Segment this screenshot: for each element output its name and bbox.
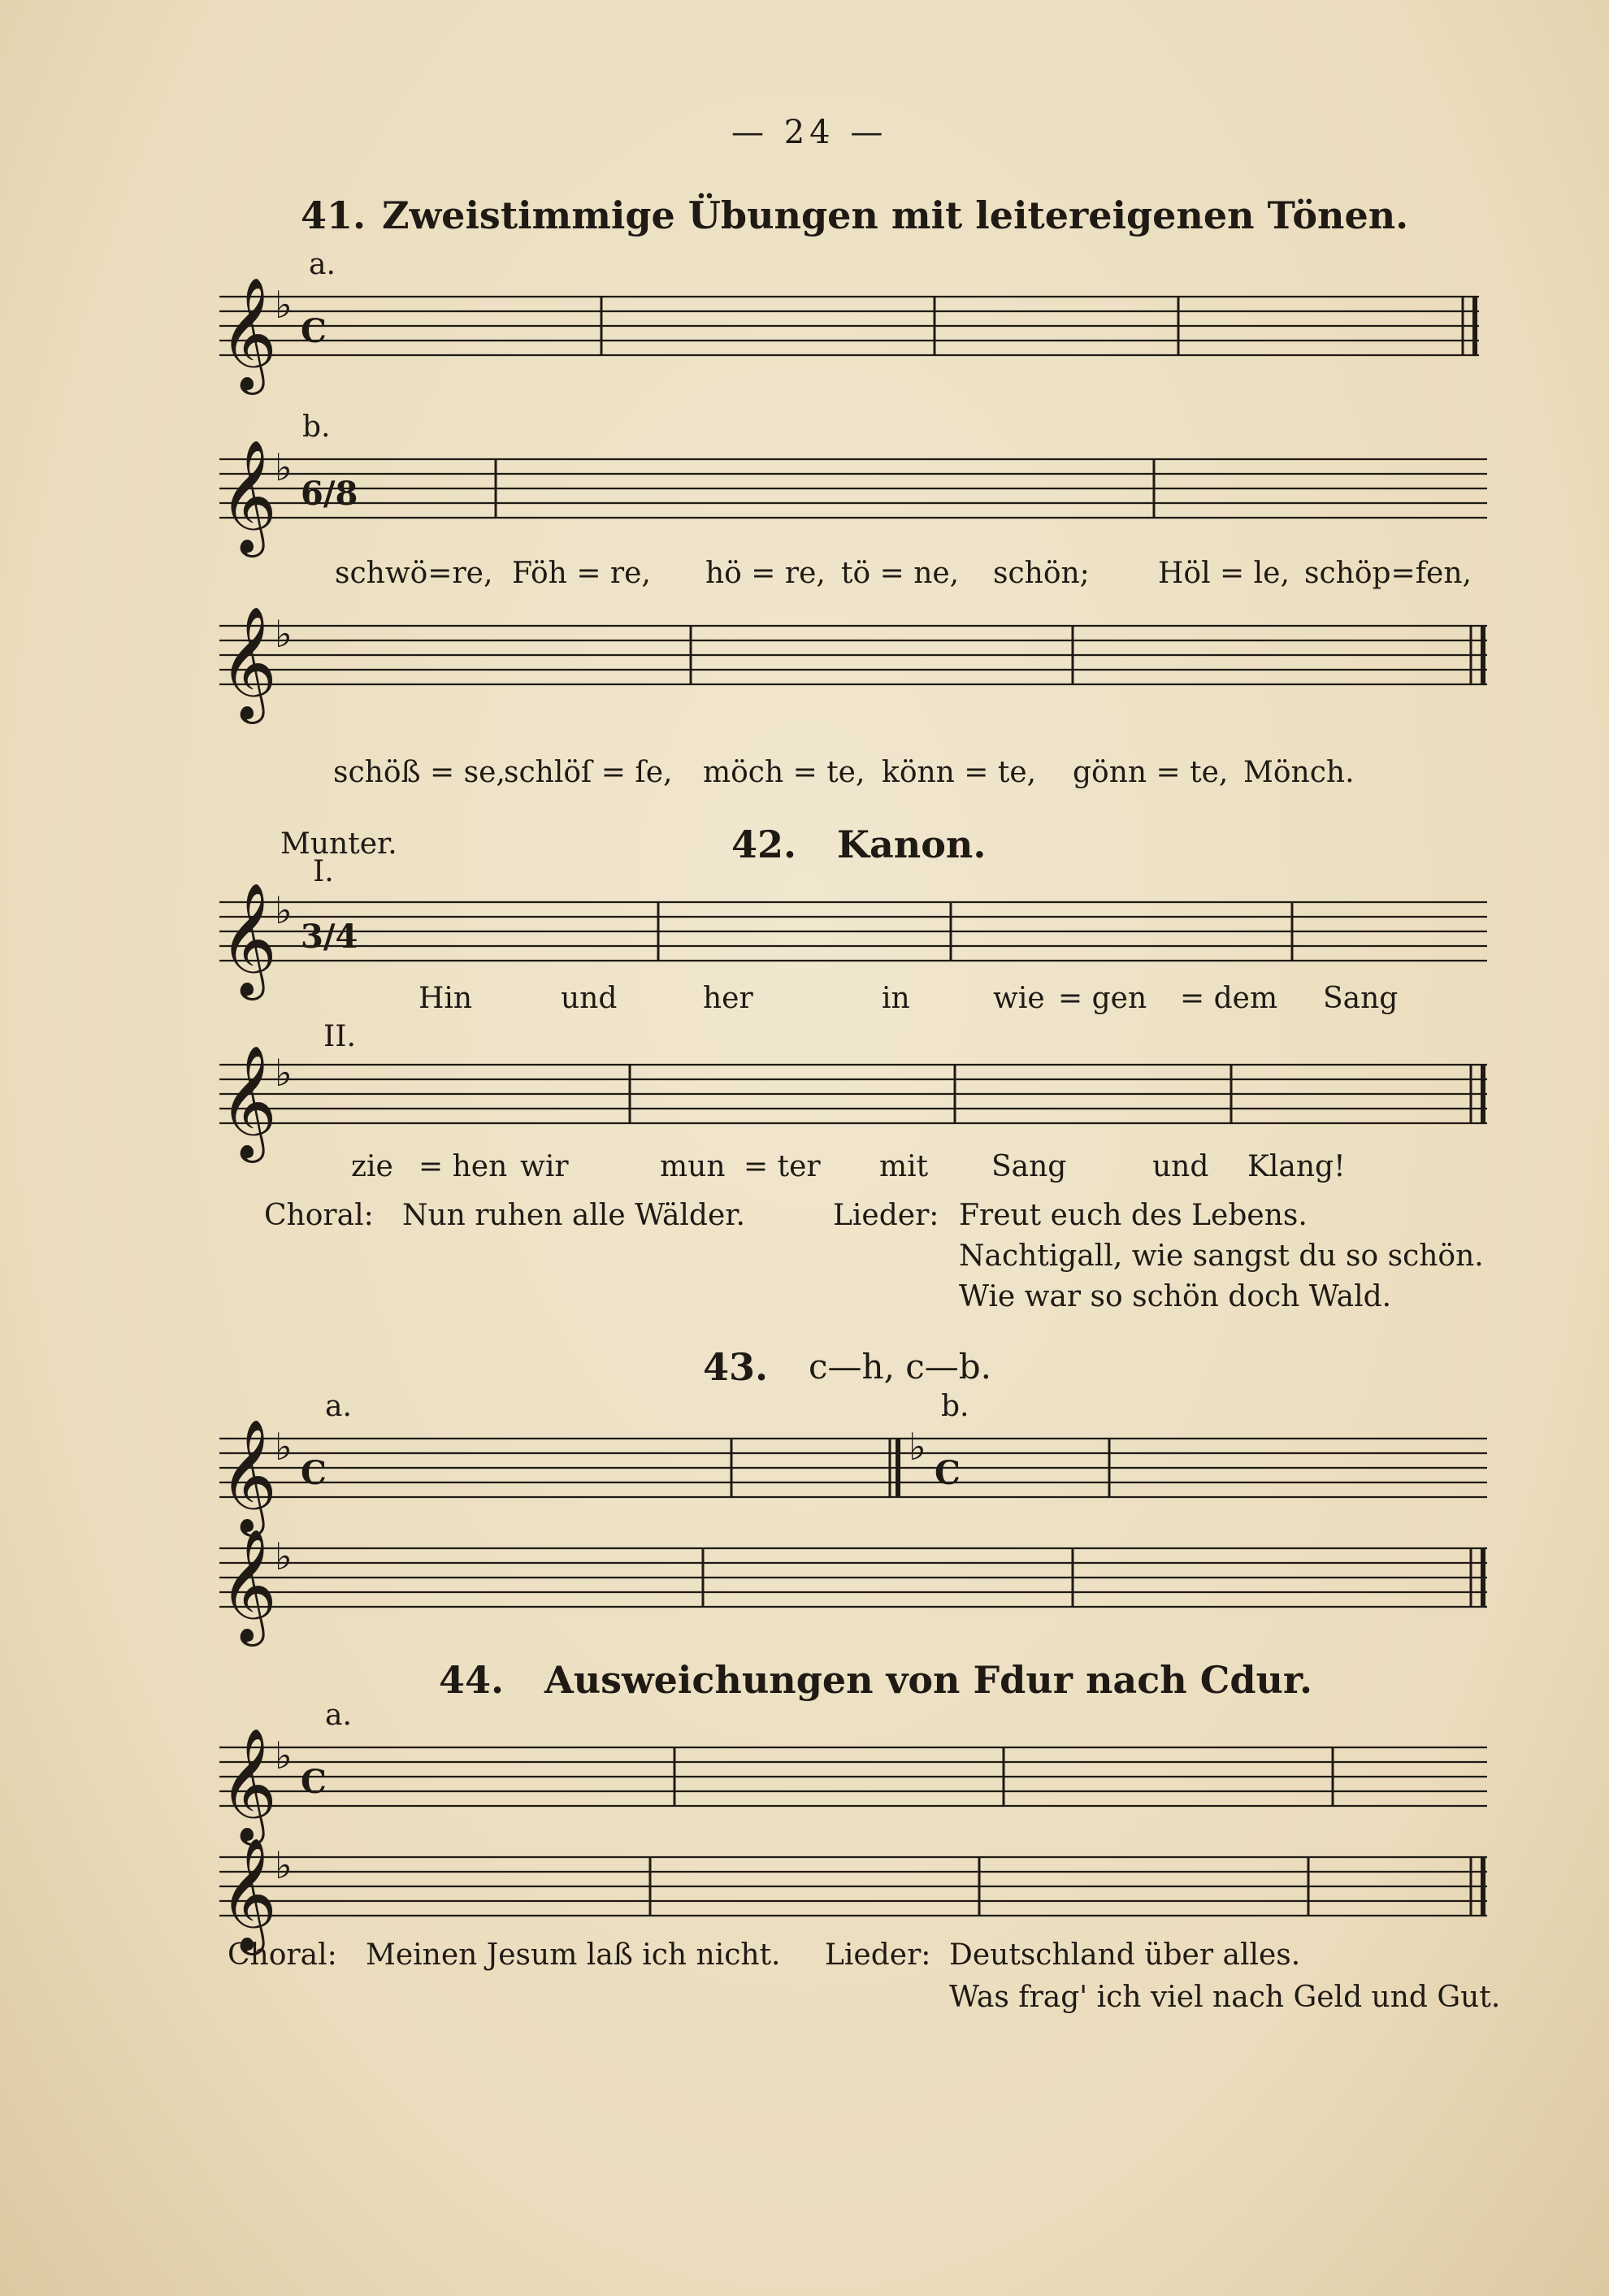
time-signature: C (935, 1454, 961, 1492)
lyric: Hin (419, 982, 473, 1015)
exercise-41a-label: a. (309, 248, 336, 281)
choral-label: Choral: (228, 1938, 337, 1972)
time-signature: 6/8 (301, 475, 358, 513)
lyric: gönn = te, (1073, 756, 1229, 789)
lyric: schöp=fen, (1304, 557, 1472, 590)
flat-icon: ♭ (275, 888, 293, 932)
lied-title: Wie war so schön doch Wald. (959, 1280, 1392, 1313)
treble-clef-icon: 𝄞 (219, 440, 277, 553)
flat-icon: ♭ (275, 1843, 293, 1887)
time-signature: C (301, 1454, 327, 1492)
lyric: Sang (1323, 982, 1399, 1015)
section-41-number: 41. (301, 193, 366, 237)
treble-clef-icon: 𝄞 (219, 277, 277, 390)
lyric: in (882, 982, 910, 1015)
flat-icon: ♭ (275, 283, 293, 327)
lyric: schön; (993, 557, 1090, 590)
exercise-43a-label: a. (325, 1390, 352, 1423)
section-43-title: c—h, c—b. (809, 1347, 992, 1387)
lyric: Mönch. (1243, 756, 1355, 789)
lyrics-42-voice2 (0, 1150, 1609, 1191)
exercise-44a-label: a. (325, 1699, 352, 1732)
lyric: Klang! (1247, 1150, 1346, 1183)
lieder-label: Lieder: (833, 1199, 939, 1232)
staff-lines (219, 297, 1479, 355)
lied-title: Freut euch des Lebens. (959, 1199, 1308, 1232)
staff-lines (219, 626, 1487, 684)
section-42-number: 42. (731, 822, 797, 866)
lyric: und (561, 982, 618, 1015)
section-43-number: 43. (703, 1345, 769, 1389)
staff-43-line2 (219, 1529, 1487, 1642)
lyric: = dem (1180, 982, 1278, 1015)
treble-clef-icon: 𝄞 (219, 1838, 277, 1951)
staff-lines (219, 1065, 1487, 1123)
time-signature: C (301, 1763, 327, 1801)
flat-icon: ♭ (275, 445, 293, 489)
staff-lines (219, 1548, 1487, 1607)
treble-clef-icon: 𝄞 (219, 1529, 277, 1642)
treble-clef-icon: 𝄞 (219, 1045, 277, 1158)
lyric: mit (879, 1150, 929, 1183)
staff-44-line1 (219, 1728, 1487, 1841)
lyric: Höl = le, (1158, 557, 1290, 590)
section-42-title: Kanon. (837, 822, 987, 866)
lyric: = hen (419, 1150, 508, 1183)
lyric: = gen (1058, 982, 1147, 1015)
time-signature: C (301, 312, 327, 350)
choral-label: Choral: (264, 1199, 374, 1232)
voice-2-label: II. (323, 1020, 356, 1053)
lyric: schlöſ = ſe, (504, 756, 673, 789)
lyric: = ter (744, 1150, 821, 1183)
exercise-41b-label: b. (302, 410, 331, 444)
lyric: und (1152, 1150, 1209, 1183)
tempo-marking: Munter. (280, 827, 397, 861)
flat-icon: ♭ (275, 1425, 293, 1469)
flat-icon: ♭ (275, 1734, 293, 1777)
staff-41b-continued (219, 606, 1487, 719)
lyric: möch = te, (703, 756, 865, 789)
staff-41a (219, 277, 1487, 390)
lyrics-41b-line2 (0, 756, 1609, 796)
treble-clef-icon: 𝄞 (219, 1728, 277, 1841)
voice-1-label: I. (313, 855, 334, 888)
lyric: Sang (991, 1150, 1067, 1183)
lyric: schöß = se, (333, 756, 505, 789)
lied-title: Deutschland über alles. (949, 1938, 1301, 1972)
page-number: — 24 — (731, 114, 888, 151)
lyric: mun (660, 1150, 726, 1183)
flat-icon: ♭ (275, 1051, 293, 1095)
lyrics-42-voice1 (0, 982, 1609, 1022)
lyric: zie (351, 1150, 393, 1183)
lyric: hö = re, (705, 557, 826, 590)
staff-lines (219, 1747, 1487, 1806)
lyric: wir (520, 1150, 569, 1183)
staff-lines (219, 902, 1487, 961)
section-44-number: 44. (439, 1658, 505, 1702)
lyric: könn = te, (882, 756, 1037, 789)
flat-icon: ♭ (909, 1425, 926, 1469)
staff-43-line1 (219, 1419, 1487, 1532)
lyric: wie (993, 982, 1045, 1015)
lyric: Föh = re, (512, 557, 651, 590)
staff-lines (219, 1857, 1487, 1916)
treble-clef-icon: 𝄞 (219, 606, 277, 719)
lieder-label: Lieder: (825, 1938, 931, 1972)
staff-lines (219, 1439, 1487, 1497)
lyrics-41b-line1 (0, 557, 1609, 597)
lyric: her (703, 982, 753, 1015)
treble-clef-icon: 𝄞 (219, 883, 277, 996)
staff-41b (219, 440, 1487, 553)
lyric: schwö=re, (335, 557, 493, 590)
lied-title: Was frag' ich viel nach Geld und Gut. (949, 1981, 1501, 2014)
choral-title: Meinen Jesum laß ich nicht. (366, 1938, 781, 1972)
flat-icon: ♭ (275, 612, 293, 656)
section-41-title: Zweistimmige Übungen mit leitereigenen Tönen. (382, 193, 1409, 237)
treble-clef-icon: 𝄞 (219, 1419, 277, 1532)
staff-44-line2 (219, 1838, 1487, 1951)
exercise-43b-label: b. (941, 1390, 969, 1423)
lied-title: Nachtigall, wie sangst du so schön. (959, 1239, 1484, 1273)
time-signature: 3/4 (301, 918, 358, 956)
lyric: tö = ne, (841, 557, 960, 590)
staff-lines (219, 459, 1487, 518)
staff-42-voice2 (219, 1045, 1487, 1158)
choral-title: Nun ruhen alle Wälder. (402, 1199, 745, 1232)
flat-icon: ♭ (275, 1534, 293, 1578)
section-44-title: Ausweichungen von Fdur nach Cdur. (544, 1658, 1312, 1702)
staff-42-voice1 (219, 883, 1487, 996)
